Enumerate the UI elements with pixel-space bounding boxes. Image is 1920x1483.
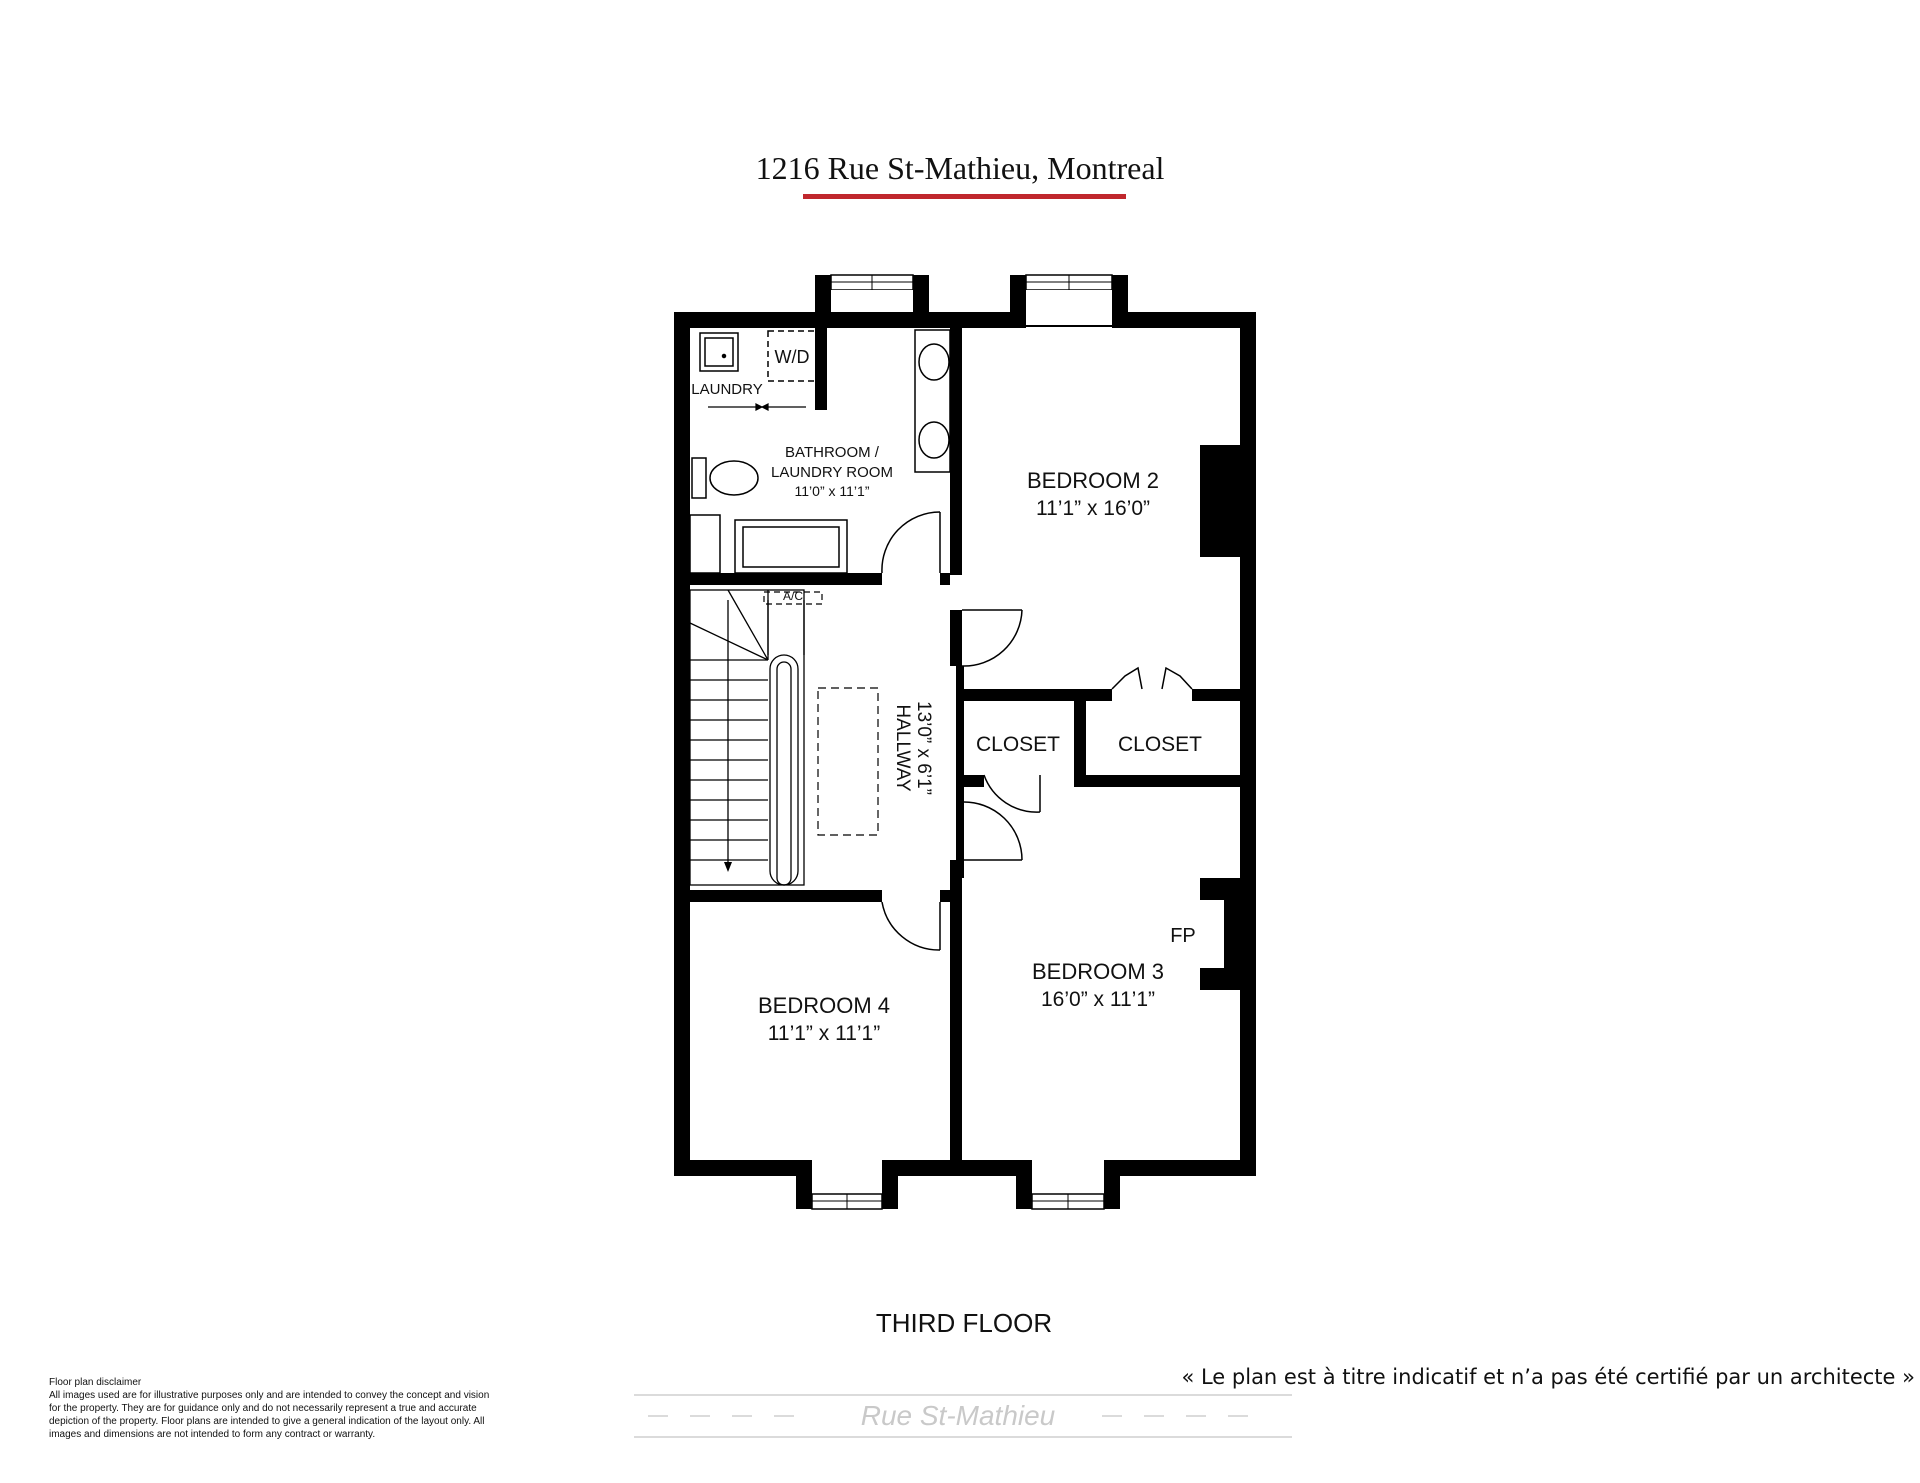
stairs-down-arrow — [724, 862, 732, 872]
disclaimer-line: All images used are for illustrative purposes only and are intended to convey the concept and vision — [49, 1390, 490, 1401]
ac-label: A/C — [782, 589, 804, 603]
washer-dryer-label: W/D — [774, 347, 810, 367]
street-name: Rue St-Mathieu — [860, 1400, 1056, 1431]
architect-note: « Le plan est à titre indicatif et n’a pas été certifié par un architecte » — [1181, 1365, 1915, 1389]
bedroom4-dims: 11’1” x 11’1” — [767, 1022, 881, 1045]
disclaimer-line: images and dimensions are not intended to form any contract or warranty. — [49, 1429, 376, 1440]
disclaimer-heading: Floor plan disclaimer — [49, 1377, 142, 1388]
bedroom2-name: BEDROOM 2 — [1026, 468, 1160, 493]
bathroom-dims: 11’0” x 11’1” — [794, 483, 870, 499]
bathroom-name-line1: BATHROOM / — [785, 444, 879, 461]
bedroom3-name: BEDROOM 3 — [1031, 959, 1165, 984]
bathroom-name-line2: LAUNDRY ROOM — [771, 464, 893, 481]
hallway-name: HALLWAY — [892, 704, 913, 792]
staircase — [690, 590, 804, 885]
laundry-arrows — [708, 404, 806, 410]
hallway-rug — [818, 688, 878, 835]
title-underline — [803, 194, 1126, 199]
bedroom4-name: BEDROOM 4 — [757, 993, 891, 1018]
bedroom3-dims: 16’0” x 11’1” — [1040, 988, 1156, 1011]
bedroom2-dims: 11’1” x 16’0” — [1035, 497, 1151, 520]
fireplace-label: FP — [1170, 925, 1196, 947]
hallway-dims: 13’0” x 6’1” — [913, 701, 934, 795]
page-title: 1216 Rue St-Mathieu, Montreal — [755, 150, 1165, 186]
disclaimer-line: depiction of the property. Floor plans are intended to give a general indication of the layout only. All — [49, 1416, 485, 1427]
floor-label: THIRD FLOOR — [875, 1308, 1053, 1338]
fireplace-opening — [1200, 900, 1224, 968]
closet-small-label: CLOSET — [975, 733, 1061, 756]
closet-large-label: CLOSET — [1117, 733, 1203, 756]
laundry-label: LAUNDRY — [691, 381, 763, 398]
disclaimer-line: for the property. They are for guidance only and do not necessarily represent a true and accurate — [49, 1403, 477, 1414]
